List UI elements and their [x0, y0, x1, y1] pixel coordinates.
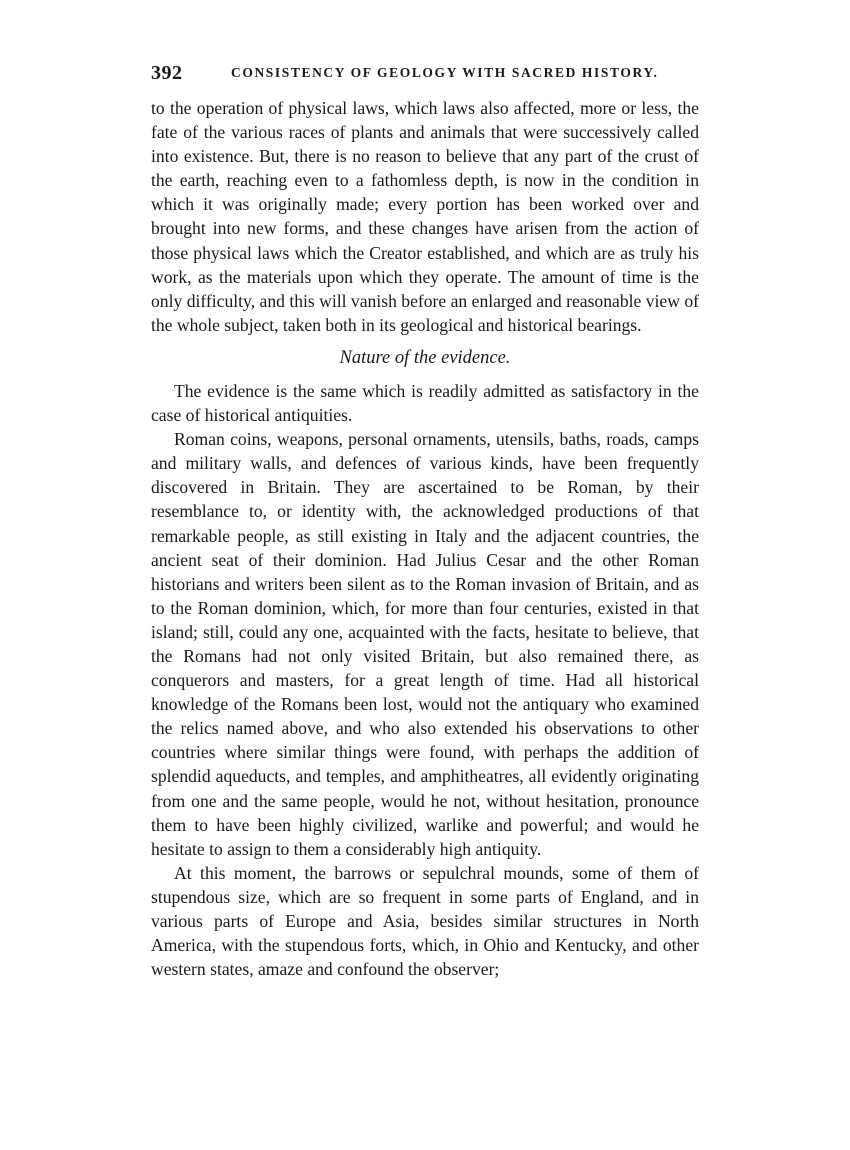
- paragraph-continuation: to the operation of physical laws, which laws also affected, more or less, the fate of the various races of plants and animals that were successively called into existence. But, there is no reason to believe that any part of the crust of the earth, reaching even to a fathomless depth, is now in the condition in which it was originally made; every portion has been worked over and brought into new forms, and these changes have arisen from the action of those physical laws which the Creator established, and which are as truly his work, as the materials upon which they operate. The amount of time is the only difficulty, and this will vanish before an enlarged and reasonable view of the whole subject, taken both in its geological and historical bearings.: [151, 98, 699, 335]
- paragraph-barrows: At this moment, the barrows or sepulchral mounds, some of them of stupendous size, which are so frequent in some parts of England, and in various parts of Europe and Asia, besides similar structures in North America, with the stupendous forts, which, in Ohio and Kentucky, and other western states, amaze and confound the observer;: [151, 862, 699, 980]
- section-heading: Nature of the evidence.: [339, 347, 511, 368]
- running-header: [151, 62, 699, 86]
- paragraph-roman-antiquities: Roman coins, weapons, personal ornaments, utensils, baths, roads, camps and military walls, and defences of various kinds, have been frequently discovered in Britain. They are ascertained to be Roman, by their resemblance to, or identity with, the acknowledged productions of that remarkable people, as still existing in Italy and the adjacent countries, the ancient seat of their dominion. Had Julius Cesar and the other Roman historians and writers been silent as to the Roman invasion of Britain, and as to the Roman dominion, which, for more than four centuries, existed in that island; still, could any one, acquainted with the facts, hesitate to believe, that the Romans had not only visited Britain, but also remained there, as conquerors and masters, for a great length of time. Had all historical knowledge of the Romans been lost, would not the antiquary who examined the relics named above, and who also extended his observations to other countries where similar things were found, with perhaps the addition of splendid aqueducts, and temples, and amphitheatres, all evidently originating from one and the same people, would he not, without hesitation, pronounce them to have been highly civilized, warlike and powerful; and would he hesitate to assign to them a considerably high antiquity.: [151, 429, 699, 859]
- paragraph-evidence: The evidence is the same which is readily admitted as satisfactory in the case of historical antiquities.: [151, 380, 699, 426]
- page-number: 392: [151, 62, 183, 84]
- running-title: CONSISTENCY OF GEOLOGY WITH SACRED HISTORY.: [231, 65, 659, 80]
- body-text: [151, 96, 699, 981]
